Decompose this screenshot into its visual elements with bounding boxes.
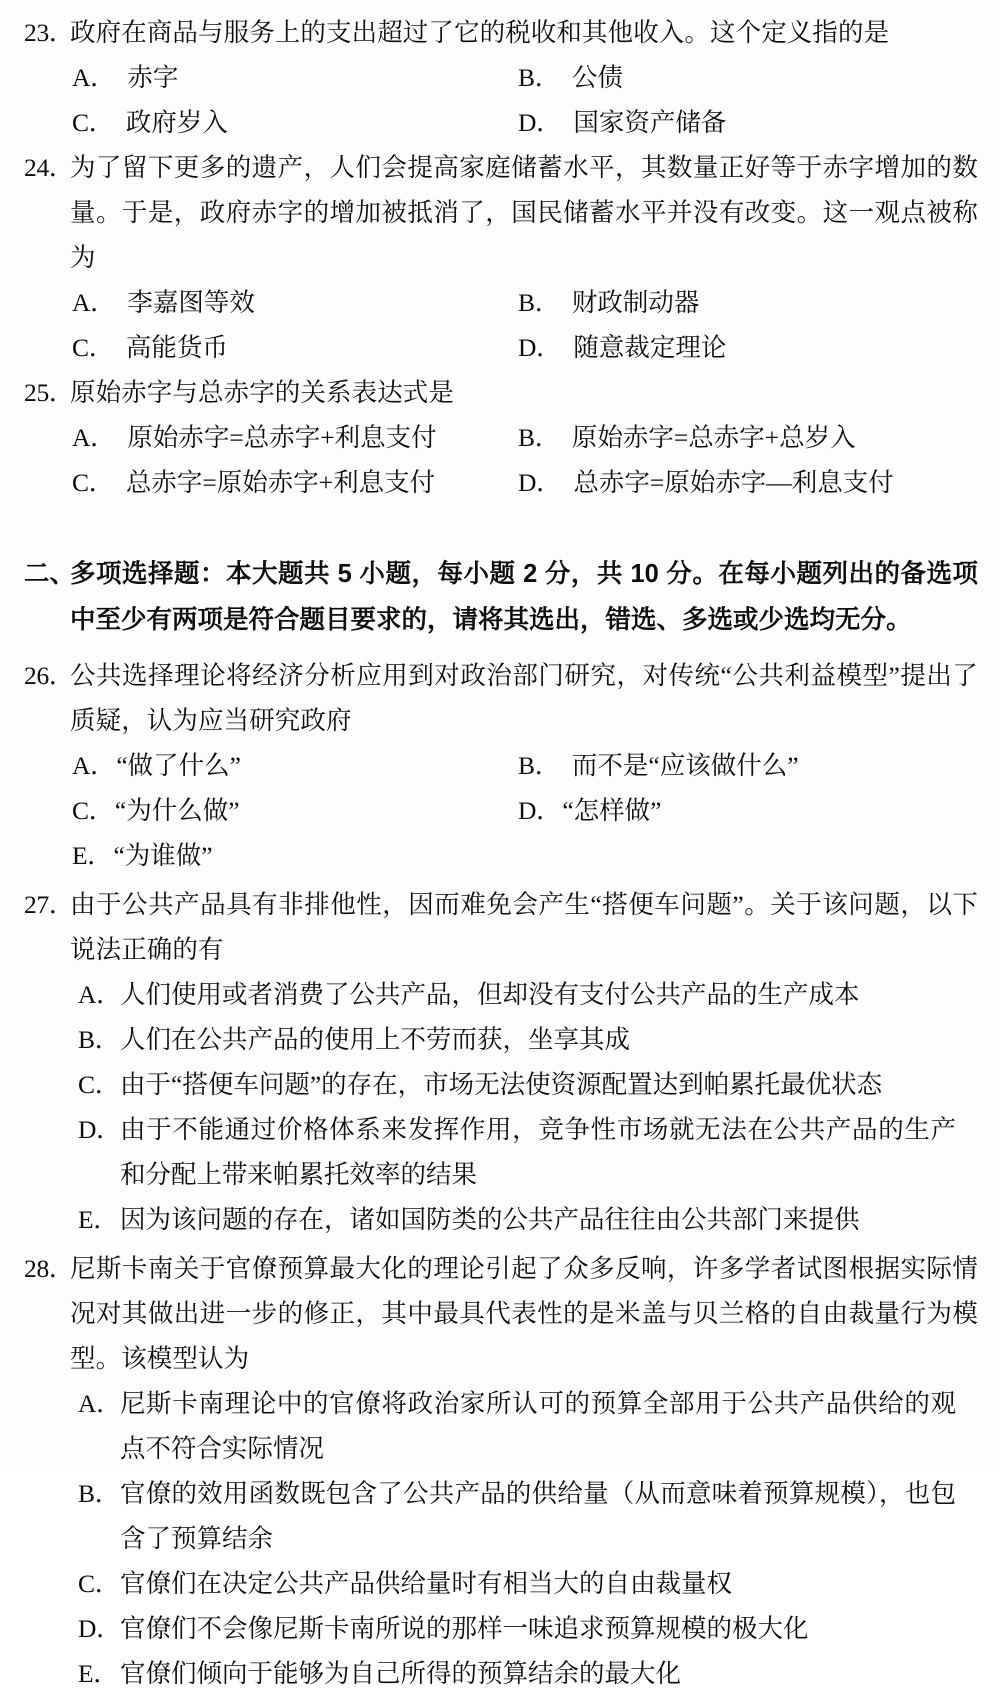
- question-24-stem-text: 为了留下更多的遗产，人们会提高家庭储蓄水平，其数量正好等于赤字增加的数量。于是，政府赤字的增加被抵消了，国民储蓄水平并没有改变。这一观点被称为: [70, 153, 978, 272]
- question-26-option-row-2: [0, 788, 978, 833]
- question-28-option-b[interactable]: [0, 1471, 978, 1561]
- question-27: [0, 882, 1000, 1242]
- question-28-option-a[interactable]: [0, 1381, 978, 1471]
- option-letter: D．: [78, 1614, 122, 1643]
- option-text: 人们在公共产品的使用上不劳而获，坐享其成: [120, 1025, 631, 1054]
- question-23-option-b[interactable]: [0, 55, 978, 100]
- option-text: 随意裁定理论: [573, 333, 727, 362]
- option-letter: D．: [518, 333, 562, 362]
- question-27-option-a[interactable]: [0, 972, 978, 1017]
- question-26-option-row-1: [0, 743, 978, 788]
- option-text: 由于不能通过价格体系来发挥作用，竞争性市场就无法在公共产品的生产和分配上带来帕累托效率的结果: [120, 1115, 956, 1189]
- option-letter: D．: [78, 1115, 122, 1144]
- question-23-number: 23．: [24, 18, 75, 47]
- question-26: [0, 653, 1000, 878]
- question-28-stem: [0, 1246, 978, 1381]
- question-24-option-d[interactable]: [0, 325, 978, 370]
- question-24-number: 24．: [24, 153, 75, 182]
- option-text: “为什么做”: [114, 796, 240, 825]
- question-24-option-b[interactable]: [0, 280, 978, 325]
- option-text: 官僚们不会像尼斯卡南所说的那样一味追求预算规模的极大化: [120, 1614, 809, 1643]
- option-text: 公债: [571, 63, 623, 92]
- option-letter: B．: [518, 423, 560, 452]
- question-28-option-e[interactable]: [0, 1651, 978, 1696]
- question-26-stem-text: 公共选择理论将经济分析应用到对政治部门研究，对传统“公共利益模型”提出了质疑，认为应当研究政府: [70, 661, 978, 735]
- option-text: 而不是“应该做什么”: [571, 751, 799, 780]
- option-text: 原始赤字=总赤字+总岁入: [571, 423, 856, 452]
- section-heading: [0, 551, 1000, 643]
- option-letter: B．: [78, 1479, 120, 1508]
- option-text: 由于“搭便车问题”的存在，市场无法使资源配置达到帕累托最优状态: [120, 1070, 883, 1099]
- question-23-option-row-1: [0, 55, 978, 100]
- option-text: 总赤字=原始赤字—利息支付: [573, 468, 894, 497]
- question-27-stem: [0, 882, 978, 972]
- option-text: 官僚们倾向于能够为自己所得的预算结余的最大化: [120, 1659, 682, 1688]
- option-text: “为谁做”: [113, 841, 213, 870]
- question-24-stem: [0, 145, 978, 280]
- option-text: 高能货币: [125, 333, 228, 362]
- section-number: 二、: [24, 560, 76, 588]
- option-letter: D．: [518, 796, 562, 825]
- question-27-option-e[interactable]: [0, 1197, 978, 1242]
- option-text: 因为该问题的存在，诸如国防类的公共产品往往由公共部门来提供: [120, 1205, 860, 1234]
- question-23: [0, 10, 1000, 145]
- option-letter: A．: [78, 1389, 122, 1418]
- question-23-stem-text: 政府在商品与服务上的支出超过了它的税收和其他收入。这个定义指的是: [70, 18, 890, 47]
- question-25-option-row-1: [0, 415, 978, 460]
- question-23-option-d[interactable]: [0, 100, 978, 145]
- question-24-option-row-1: [0, 280, 978, 325]
- option-letter: A．: [78, 980, 122, 1009]
- option-letter: A．: [72, 751, 116, 780]
- option-text: “怎样做”: [562, 796, 662, 825]
- option-text: 尼斯卡南理论中的官僚将政治家所认可的预算全部用于公共产品供给的观点不符合实际情况: [120, 1389, 956, 1463]
- question-27-number: 27．: [24, 890, 75, 919]
- option-text: 赤字: [127, 63, 179, 92]
- question-27-stem-text: 由于公共产品具有非排他性，因而难免会产生“搭便车问题”。关于该问题，以下说法正确的有: [70, 890, 978, 964]
- question-25-stem-text: 原始赤字与总赤字的关系表达式是: [70, 378, 455, 407]
- question-25-option-d[interactable]: [0, 460, 978, 505]
- option-text: 人们使用或者消费了公共产品，但却没有支付公共产品的生产成本: [120, 980, 860, 1009]
- option-text: 政府岁入: [125, 108, 228, 137]
- section-title: 多项选择题：本大题共 5 小题，每小题 2 分，共 10 分。在每小题列出的备选项中至少有两项是符合题目要求的，请将其选出，错选、多选或少选均无分。: [70, 560, 978, 634]
- question-25-option-row-2: [0, 460, 978, 505]
- question-25-option-b[interactable]: [0, 415, 978, 460]
- option-letter: C．: [78, 1070, 120, 1099]
- option-letter: C．: [72, 796, 114, 825]
- question-26-stem: [0, 653, 978, 743]
- question-26-option-b[interactable]: [0, 743, 978, 788]
- option-letter: B．: [518, 288, 560, 317]
- question-28-option-c[interactable]: [0, 1561, 978, 1606]
- question-26-option-d[interactable]: [0, 788, 978, 833]
- question-26-option-e[interactable]: [0, 833, 446, 878]
- option-text: 国家资产储备: [573, 108, 727, 137]
- question-25: [0, 370, 1000, 505]
- option-letter: E．: [78, 1205, 119, 1234]
- option-text: 官僚的效用函数既包含了公共产品的供给量（从而意味着预算规模），也包含了预算结余: [120, 1479, 956, 1553]
- question-28: [0, 1246, 1000, 1696]
- option-text: 原始赤字=总赤字+利息支付: [127, 423, 437, 452]
- option-letter: A．: [72, 63, 116, 92]
- question-27-option-d[interactable]: [0, 1107, 978, 1197]
- question-27-option-b[interactable]: [0, 1017, 978, 1062]
- option-letter: C．: [72, 468, 114, 497]
- option-letter: C．: [72, 333, 114, 362]
- question-23-option-row-2: [0, 100, 978, 145]
- option-letter: E．: [72, 841, 113, 870]
- option-text: 财政制动器: [571, 288, 700, 317]
- option-letter: D．: [518, 468, 562, 497]
- option-letter: D．: [518, 108, 562, 137]
- option-letter: A．: [72, 288, 116, 317]
- question-24-option-row-2: [0, 325, 978, 370]
- question-26-option-row-3: [0, 833, 978, 878]
- option-text: 总赤字=原始赤字+利息支付: [125, 468, 436, 497]
- question-27-option-c[interactable]: [0, 1062, 978, 1107]
- option-letter: B．: [78, 1025, 120, 1054]
- option-letter: A．: [72, 423, 116, 452]
- option-letter: B．: [518, 63, 560, 92]
- question-25-number: 25．: [24, 378, 75, 407]
- question-23-stem: [0, 10, 978, 55]
- question-28-number: 28．: [24, 1254, 75, 1283]
- option-letter: C．: [72, 108, 114, 137]
- option-text: 李嘉图等效: [127, 288, 255, 317]
- question-28-option-d[interactable]: [0, 1606, 978, 1651]
- question-25-stem: [0, 370, 978, 415]
- option-letter: E．: [78, 1659, 119, 1688]
- question-26-number: 26．: [24, 661, 75, 690]
- question-28-stem-text: 尼斯卡南关于官僚预算最大化的理论引起了众多反响，许多学者试图根据实际情况对其做出进一步的修正，其中最具代表性的是米盖与贝兰格的自由裁量行为模型。该模型认为: [70, 1254, 978, 1373]
- option-text: 官僚们在决定公共产品供给量时有相当大的自由裁量权: [120, 1569, 733, 1598]
- option-text: “做了什么”: [116, 751, 241, 780]
- option-letter: B．: [518, 751, 560, 780]
- question-24: [0, 145, 1000, 370]
- option-letter: C．: [78, 1569, 120, 1598]
